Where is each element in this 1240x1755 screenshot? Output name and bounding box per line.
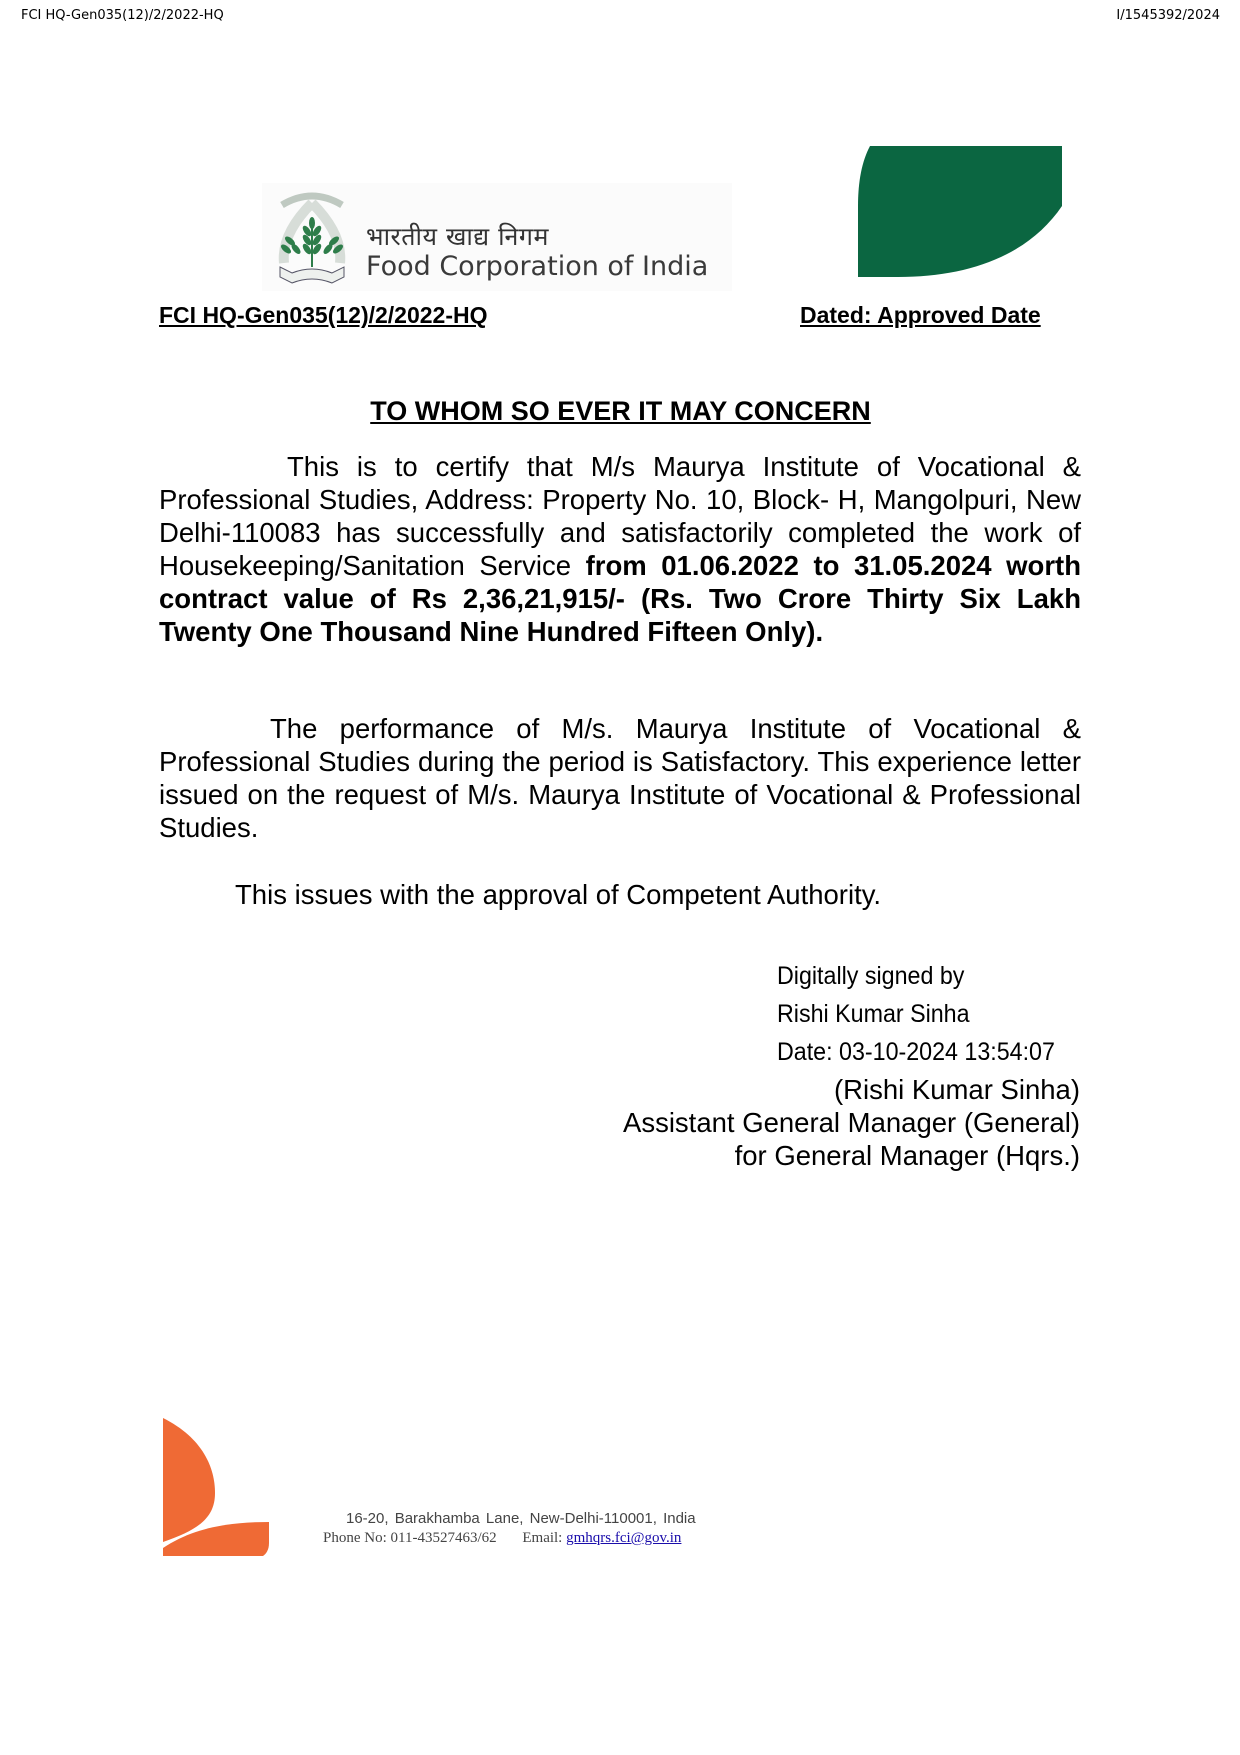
letter-title <box>0 396 1240 427</box>
page-header-file-number: FCI HQ-Gen035(12)/2/2022-HQ <box>21 8 224 23</box>
fci-wheat-emblem-icon <box>262 183 362 291</box>
signer-designation: Assistant General Manager (General) <box>622 1107 1080 1138</box>
digital-signature-label: Digitally signed by <box>777 962 965 990</box>
letter-title-text: TO WHOM SO EVER IT MAY CONCERN <box>370 396 871 426</box>
phone-label: Phone No: <box>323 1530 387 1546</box>
reference-file-number: FCI HQ-Gen035(12)/2/2022-HQ <box>159 302 488 328</box>
page-header-document-id: I/1545392/2024 <box>1116 8 1220 23</box>
green-leaf-decoration-icon <box>858 146 1062 277</box>
contract-period-value-text: from 01.06.2022 to 31.05.2024 worth contract value of Rs 2,36,21,915/- (Rs. Two Crore Thirty Six Lakh Twenty One Thousand Nine Hundred Fifteen Only). <box>159 550 1081 647</box>
footer-address: 16-20, Barakhamba Lane, New-Delhi-110001, India <box>346 1510 696 1527</box>
certification-paragraph <box>159 450 1081 648</box>
signer-on-behalf: for General Manager (Hqrs.) <box>734 1140 1080 1171</box>
certification-text: This is to certify that M/s Maurya Institute of Vocational & Professional Studies, Address: Property No. 10, Block- H, Mangolpuri, New Delhi-110083 has successfully and satisfactorily completed the work of Housekeeping/Sanitation Service <box>159 451 1081 581</box>
footer-contact <box>323 1530 681 1547</box>
performance-text: The performance of M/s. Maurya Institute of Vocational & Professional Studies during the period is Satisfactory. This experience letter issued on the request of M/s. Maurya Institute of Vocational & Professional Studies. <box>159 713 1081 843</box>
performance-paragraph <box>159 712 1081 844</box>
digital-signature-date: Date: 03-10-2024 13:54:07 <box>777 1038 1055 1066</box>
reference-date: Dated: Approved Date <box>800 302 1041 328</box>
fci-logo <box>262 183 732 291</box>
email-link[interactable]: gmhqrs.fci@gov.in <box>566 1530 682 1546</box>
logo-hindi-text: भारतीय खाद्य निगम <box>366 222 549 251</box>
email-label: Email: <box>522 1530 563 1546</box>
digital-signature-name: Rishi Kumar Sinha <box>777 1000 970 1028</box>
signer-name: (Rishi Kumar Sinha) <box>833 1074 1080 1105</box>
logo-english-text: Food Corporation of India <box>366 251 709 282</box>
phone-number: 011-43527463/62 <box>390 1530 497 1546</box>
orange-leaf-decoration-icon <box>163 1418 269 1556</box>
approval-paragraph: This issues with the approval of Competent Authority. <box>235 879 882 910</box>
